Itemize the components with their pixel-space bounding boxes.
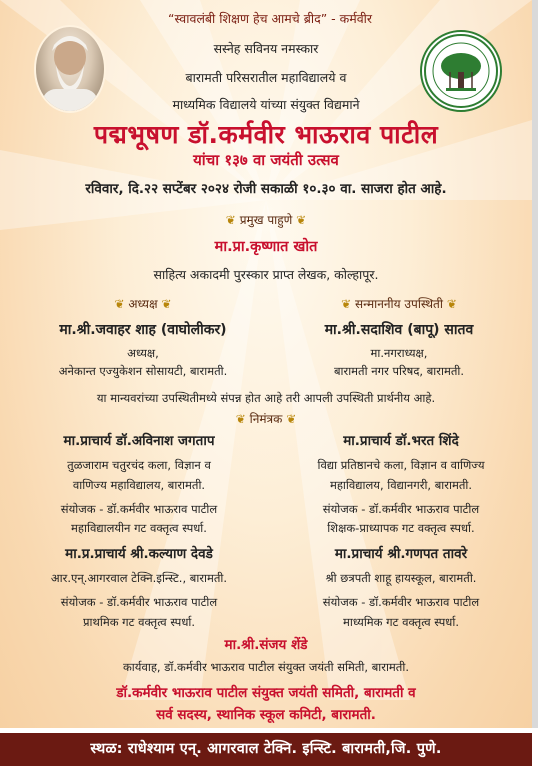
- ornament-icon: ❦: [161, 297, 172, 311]
- motto: “स्वावलंबी शिक्षण हेच आमचे ब्रीद” - कर्मवीर: [167, 11, 373, 26]
- convener-3-line-3: प्राथमिक गट वक्तृत्व स्पर्धा.: [82, 615, 196, 629]
- convener-1-line-2: वाणिज्य महाविद्यालय, बारामती.: [72, 478, 206, 492]
- convener-1-line-1: तुळजाराम चतुरचंद कला, विज्ञान व: [67, 458, 211, 472]
- honored-line-1: मा.नगराध्यक्ष,: [370, 346, 428, 360]
- convener-4-line-3: माध्यमिक गट वक्तृत्व स्पर्धा.: [342, 615, 460, 629]
- ornament-icon: ❦: [114, 297, 125, 311]
- convener-3-line-1: आर.एन्.आगरवाल टेक्नि.इन्स्टि., बारामती.: [50, 571, 228, 585]
- honored-line-2: बारामती नगर परिषद, बारामती.: [333, 364, 465, 378]
- chief-guest-desc: साहित्य अकादमी पुरस्कार प्राप्त लेखक, कोल्हापूर.: [153, 267, 379, 282]
- honored-heading: ❦ सन्माननीय उपस्थिती ❦: [341, 297, 457, 311]
- ornament-icon: ❦: [341, 297, 352, 311]
- convener-2-name: मा.प्राचार्य डॉ.भरत शिंदे: [343, 433, 459, 449]
- organizers-line-1: बारामती परिसरातील महाविद्यालये व: [185, 70, 347, 85]
- convener-2-line-3: संयोजक - डॉ.कर्मवीर भाऊराव पाटील: [322, 502, 480, 516]
- invite-note: या मान्यवरांच्या उपस्थितीमध्ये संपन्न होत आहे तरी आपली उपस्थिती प्रार्थनीय आहे.: [96, 391, 436, 405]
- president-heading: ❦ अध्यक्ष ❦: [114, 297, 172, 311]
- convener-2-line-4: शिक्षक-प्राध्यापक गट वक्तृत्व स्पर्धा.: [327, 521, 475, 535]
- convener-5-name: मा.श्री.संजय शेंडे: [224, 637, 308, 653]
- ornament-icon: ❦: [286, 412, 297, 426]
- president-name: मा.श्री.जवाहर शाह (वाघोलीकर): [59, 322, 227, 338]
- convener-5-line-1: कार्यवाह, डॉ.कर्मवीर भाऊराव पाटील संयुक्त जयंती समिती, बारामती.: [122, 660, 410, 674]
- president-line-1: अध्यक्ष,: [127, 346, 159, 360]
- venue-footer: स्थळ: राधेश्याम एन्. आगरवाल टेक्नि. इन्स्टि. बारामती,जि. पुणे.: [0, 733, 532, 766]
- convener-1-line-3: संयोजक - डॉ.कर्मवीर भाऊराव पाटील: [60, 502, 218, 516]
- organizers-line-2: माध्यमिक विद्यालये यांच्या संयुक्त विद्यमाने: [172, 97, 360, 112]
- ornament-icon: ❦: [446, 297, 457, 311]
- convener-1-line-4: महाविद्यालयीन गट वक्तृत्व स्पर्धा.: [71, 521, 207, 535]
- committee-line-1: डॉ.कर्मवीर भाऊराव पाटील संयुक्त जयंती समिती, बारामती व: [116, 685, 416, 701]
- subtitle: यांचा १३७ वा जयंती उत्सव: [193, 151, 339, 169]
- convener-3-name: मा.प्र.प्राचार्य श्री.कल्याण देवडे: [65, 546, 213, 562]
- convener-4-line-2: संयोजक - डॉ.कर्मवीर भाऊराव पाटील: [322, 595, 480, 609]
- convener-2-line-1: विद्या प्रतिष्ठानचे कला, विज्ञान व वाणिज्य: [317, 458, 485, 472]
- chief-guest-name: मा.प्रा.कृष्णात खोत: [214, 239, 318, 255]
- honored-name: मा.श्री.सदाशिव (बापू) सातव: [324, 322, 474, 338]
- president-line-2: अनेकान्त एज्युकेशन सोसायटी, बारामती.: [58, 364, 228, 378]
- convener-4-line-1: श्री छत्रपती शाहू हायस्कूल, बारामती.: [325, 571, 477, 585]
- greeting: सस्नेह सविनय नमस्कार: [213, 41, 319, 56]
- ornament-icon: ❦: [296, 213, 307, 227]
- conveners-heading: ❦ निमंत्रक ❦: [235, 412, 297, 426]
- convener-1-name: मा.प्राचार्य डॉ.अविनाश जगताप: [63, 433, 215, 449]
- main-title: पद्मभूषण डॉ.कर्मवीर भाऊराव पाटील: [93, 120, 439, 149]
- ornament-icon: ❦: [225, 213, 236, 227]
- date-line: रविवार, दि.२२ सप्टेंबर २०२४ रोजी सकाळी १०.३० वा. साजरा होत आहे.: [85, 181, 447, 197]
- ornament-icon: ❦: [235, 412, 246, 426]
- committee-line-2: सर्व सदस्य, स्थानिक स्कूल कमिटी, बारामती.: [156, 707, 376, 723]
- chief-guest-heading: ❦ प्रमुख पाहुणे ❦: [225, 213, 307, 227]
- convener-4-name: मा.प्राचार्य श्री.गणपत तावरे: [334, 546, 468, 562]
- convener-3-line-2: संयोजक - डॉ.कर्मवीर भाऊराव पाटील: [60, 595, 218, 609]
- convener-2-line-2: महाविद्यालय, विद्यानगरी, बारामती.: [329, 478, 473, 492]
